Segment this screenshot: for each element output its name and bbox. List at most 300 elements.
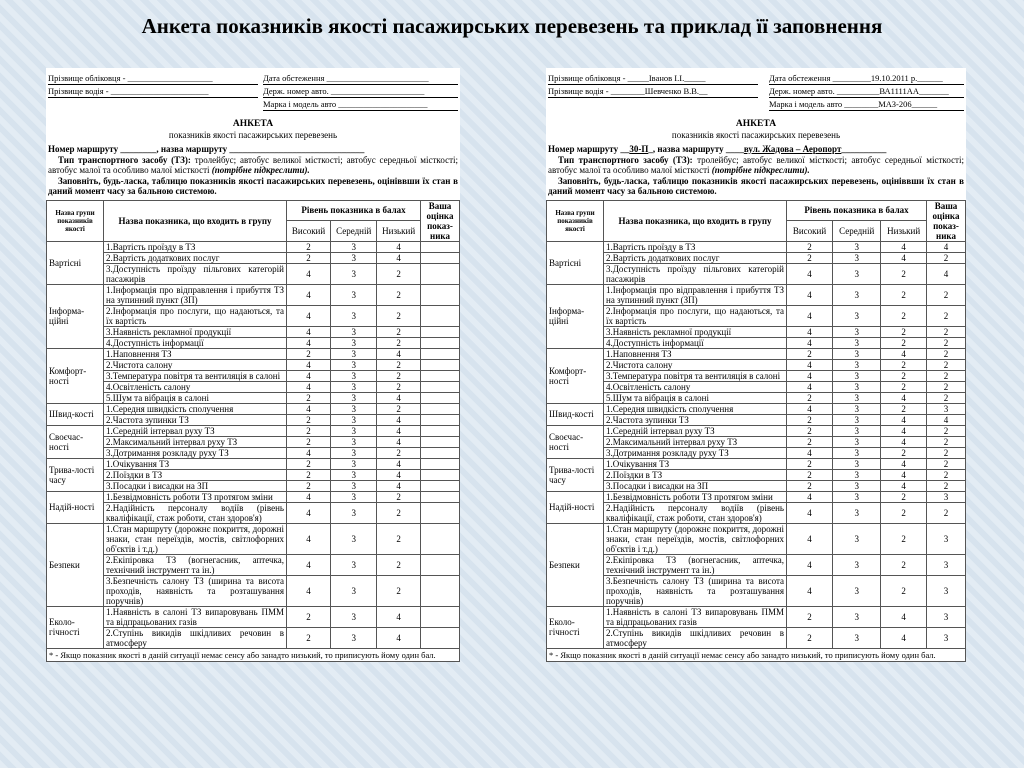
score-m: 3 xyxy=(331,305,377,326)
score-m: 3 xyxy=(331,491,377,502)
indicator-name: 3.Безпечність салону ТЗ (ширина та висота проходів, наявність та розташування поручнів) xyxy=(604,575,787,606)
score-m: 3 xyxy=(833,436,881,447)
registrar-field: Прізвище обліковця - ____________________ xyxy=(48,72,258,85)
score-h: 4 xyxy=(787,370,833,381)
group-cell: Швид-кості xyxy=(47,403,104,425)
indicator-name: 3.Доступність проїзду пільгових категорій пасажирів xyxy=(604,263,787,284)
score-h: 2 xyxy=(287,458,331,469)
score-l: 4 xyxy=(881,469,927,480)
route-line: Номер маршруту __30-П_, назва маршруту ____вул. Жадова – Аеропорт__________ xyxy=(548,144,887,154)
score-l: 4 xyxy=(377,480,421,491)
indicator-name: 3.Доступність проїзду пільгових категорій пасажирів xyxy=(104,263,287,284)
table-row xyxy=(47,241,460,252)
indicator-name: 3.Наявність рекламної продукції xyxy=(104,326,287,337)
your-score: 3 xyxy=(927,523,966,554)
table-row xyxy=(547,575,966,606)
group-cell: Трива-лості часу xyxy=(47,458,104,491)
score-l: 2 xyxy=(377,447,421,458)
group-cell: Своєчас-ності xyxy=(547,425,604,458)
score-h: 4 xyxy=(787,575,833,606)
table-row xyxy=(547,263,966,284)
your-score: 2 xyxy=(927,480,966,491)
your-score: 2 xyxy=(927,348,966,359)
score-h: 4 xyxy=(287,305,331,326)
indicator-name: 1.Стан маршруту (дорожнє покриття, дорожні знаки, стан переїздів, мостів, світлофорних об'єктів і т.д.) xyxy=(104,523,287,554)
score-l: 2 xyxy=(377,305,421,326)
score-m: 3 xyxy=(331,241,377,252)
your-score: 2 xyxy=(927,252,966,263)
indicator-name: 2.Частота зупинки ТЗ xyxy=(104,414,287,425)
table-row xyxy=(547,469,966,480)
quality-table-filled xyxy=(546,200,966,649)
table-row xyxy=(547,436,966,447)
score-h: 4 xyxy=(787,263,833,284)
score-m: 3 xyxy=(833,491,881,502)
vehicle-type: Тип транспортного засобу (ТЗ): тролейбус; автобус великої місткості; автобус середньої місткості; автобус малої та особливо малої місткості (потрібне підкреслити). xyxy=(48,154,459,175)
plate-field: Держ. номер авто. ______________________ xyxy=(263,85,458,98)
anketa-heading: АНКЕТА xyxy=(735,119,777,129)
score-h: 2 xyxy=(287,480,331,491)
th-mid: Середній xyxy=(331,221,377,242)
score-m: 3 xyxy=(331,337,377,348)
score-m: 3 xyxy=(833,523,881,554)
table-row xyxy=(547,414,966,425)
indicator-name: 2.Вартість додаткових послуг xyxy=(604,252,787,263)
indicator-name: 3.Температура повітря та вентиляція в салоні xyxy=(104,370,287,381)
your-score xyxy=(421,480,460,491)
table-row xyxy=(547,252,966,263)
table-row xyxy=(47,480,460,491)
your-score xyxy=(421,502,460,523)
score-m: 3 xyxy=(833,425,881,436)
table-row xyxy=(47,370,460,381)
score-h: 2 xyxy=(287,425,331,436)
your-score: 3 xyxy=(927,491,966,502)
score-m: 3 xyxy=(331,436,377,447)
score-m: 3 xyxy=(331,502,377,523)
filled-form xyxy=(546,68,966,662)
your-score xyxy=(421,491,460,502)
score-l: 4 xyxy=(881,392,927,403)
score-m: 3 xyxy=(331,392,377,403)
th-level: Рівень показника в балах xyxy=(787,200,927,221)
your-score: 2 xyxy=(927,359,966,370)
your-score xyxy=(421,305,460,326)
score-h: 4 xyxy=(287,447,331,458)
indicator-name: 2.Максимальний інтервал руху ТЗ xyxy=(604,436,787,447)
score-h: 4 xyxy=(287,554,331,575)
score-m: 3 xyxy=(331,458,377,469)
th-group: Назва групи показників якості xyxy=(47,200,104,241)
score-m: 3 xyxy=(331,554,377,575)
table-row xyxy=(47,523,460,554)
table-row xyxy=(547,370,966,381)
score-l: 4 xyxy=(881,414,927,425)
group-cell: Інформа-ційні xyxy=(547,284,604,348)
score-h: 4 xyxy=(287,502,331,523)
score-h: 4 xyxy=(287,337,331,348)
your-score: 3 xyxy=(927,575,966,606)
score-l: 2 xyxy=(377,381,421,392)
score-m: 3 xyxy=(331,606,377,627)
th-group: Назва групи показників якості xyxy=(547,200,604,241)
score-l: 2 xyxy=(377,326,421,337)
form-header xyxy=(46,68,460,111)
your-score xyxy=(421,606,460,627)
score-l: 4 xyxy=(881,436,927,447)
score-l: 2 xyxy=(881,263,927,284)
table-row xyxy=(47,425,460,436)
score-m: 3 xyxy=(833,252,881,263)
score-m: 3 xyxy=(331,414,377,425)
table-row xyxy=(547,337,966,348)
anketa-subheading: показників якості пасажирських перевезень xyxy=(168,129,338,140)
your-score: 4 xyxy=(927,241,966,252)
indicator-name: 3.Наявність рекламної продукції xyxy=(604,326,787,337)
score-m: 3 xyxy=(833,284,881,305)
score-m: 3 xyxy=(833,263,881,284)
date-field: Дата обстеження ________________________ xyxy=(263,72,458,85)
table-row xyxy=(547,523,966,554)
your-score: 2 xyxy=(927,458,966,469)
table-row xyxy=(47,491,460,502)
anketa-heading: АНКЕТА xyxy=(232,119,274,129)
table-row xyxy=(47,305,460,326)
score-l: 2 xyxy=(377,337,421,348)
score-h: 2 xyxy=(787,627,833,648)
score-h: 2 xyxy=(287,606,331,627)
your-score: 2 xyxy=(927,326,966,337)
route-line: Номер маршруту ________, назва маршруту ______________________________ xyxy=(48,144,365,154)
score-h: 2 xyxy=(287,252,331,263)
score-h: 2 xyxy=(787,414,833,425)
score-h: 4 xyxy=(787,359,833,370)
score-m: 3 xyxy=(833,241,881,252)
your-score xyxy=(421,469,460,480)
score-m: 3 xyxy=(331,480,377,491)
indicator-name: 2.Екіпіровка ТЗ (вогнегасник, аптечка, технічний інструмент та ін.) xyxy=(604,554,787,575)
score-h: 2 xyxy=(287,469,331,480)
score-l: 2 xyxy=(881,491,927,502)
score-l: 4 xyxy=(377,241,421,252)
table-row xyxy=(547,241,966,252)
score-l: 2 xyxy=(881,381,927,392)
score-m: 3 xyxy=(833,403,881,414)
score-m: 3 xyxy=(331,359,377,370)
table-row xyxy=(47,284,460,305)
your-score: 2 xyxy=(927,425,966,436)
indicator-name: 1.Безвідмовність роботи ТЗ протягом зміни xyxy=(104,491,287,502)
score-h: 4 xyxy=(787,403,833,414)
group-cell: Безпеки xyxy=(547,523,604,606)
your-score xyxy=(421,326,460,337)
score-m: 3 xyxy=(833,480,881,491)
table-row xyxy=(547,381,966,392)
your-score: 2 xyxy=(927,370,966,381)
your-score xyxy=(421,554,460,575)
your-score xyxy=(421,348,460,359)
score-m: 3 xyxy=(331,523,377,554)
table-row xyxy=(547,326,966,337)
indicator-name: 1.Наповнення ТЗ xyxy=(104,348,287,359)
group-cell: Швид-кості xyxy=(547,403,604,425)
your-score xyxy=(421,425,460,436)
score-l: 2 xyxy=(377,284,421,305)
indicator-name: 5.Шум та вібрація в салоні xyxy=(604,392,787,403)
indicator-name: 1.Стан маршруту (дорожнє покриття, дорожні знаки, стан переїздів, мостів, світлофорних об'єктів і т.д.) xyxy=(604,523,787,554)
group-cell: Еколо-гічності xyxy=(47,606,104,648)
score-m: 3 xyxy=(331,263,377,284)
score-l: 4 xyxy=(377,414,421,425)
th-level: Рівень показника в балах xyxy=(287,200,421,221)
table-row xyxy=(47,575,460,606)
your-score: 3 xyxy=(927,606,966,627)
score-h: 4 xyxy=(787,554,833,575)
score-h: 4 xyxy=(787,381,833,392)
indicator-name: 2.Екіпіровка ТЗ (вогнегасник, аптечка, технічний інструмент та ін.) xyxy=(104,554,287,575)
score-h: 2 xyxy=(787,348,833,359)
table-row xyxy=(47,326,460,337)
your-score xyxy=(421,627,460,648)
score-m: 3 xyxy=(833,359,881,370)
score-l: 2 xyxy=(881,575,927,606)
score-h: 2 xyxy=(287,627,331,648)
score-h: 4 xyxy=(787,502,833,523)
your-score: 2 xyxy=(927,337,966,348)
table-row xyxy=(547,627,966,648)
your-score: 3 xyxy=(927,554,966,575)
group-cell: Вартісні xyxy=(547,241,604,284)
score-l: 2 xyxy=(377,502,421,523)
score-h: 2 xyxy=(787,392,833,403)
indicator-name: 2.Максимальний інтервал руху ТЗ xyxy=(104,436,287,447)
score-m: 3 xyxy=(331,469,377,480)
table-row xyxy=(547,305,966,326)
th-your: Ваша оцінка показ-ника xyxy=(927,200,966,241)
score-h: 4 xyxy=(287,491,331,502)
score-m: 3 xyxy=(331,575,377,606)
your-score xyxy=(421,252,460,263)
your-score: 4 xyxy=(927,263,966,284)
indicator-name: 2.Надійність персоналу водіїв (рівень кваліфікації, стаж роботи, стан здоров'я) xyxy=(604,502,787,523)
indicator-name: 1.Очікування ТЗ xyxy=(104,458,287,469)
table-row xyxy=(547,554,966,575)
table-row xyxy=(47,381,460,392)
score-h: 4 xyxy=(787,337,833,348)
score-l: 4 xyxy=(377,469,421,480)
table-row xyxy=(547,284,966,305)
table-row xyxy=(47,359,460,370)
indicator-name: 2.Надійність персоналу водіїв (рівень кваліфікації, стаж роботи, стан здоров'я) xyxy=(104,502,287,523)
driver-field: Прізвище водія - _______________________ xyxy=(48,85,258,98)
th-mid: Середній xyxy=(833,221,881,242)
score-m: 3 xyxy=(833,458,881,469)
your-score: 2 xyxy=(927,381,966,392)
indicator-name: 2.Чистота салону xyxy=(604,359,787,370)
score-m: 3 xyxy=(833,502,881,523)
score-h: 2 xyxy=(787,606,833,627)
group-cell: Комфорт-ності xyxy=(47,348,104,403)
score-m: 3 xyxy=(833,337,881,348)
score-m: 3 xyxy=(331,252,377,263)
score-h: 2 xyxy=(287,241,331,252)
th-low: Низький xyxy=(377,221,421,242)
table-row xyxy=(47,263,460,284)
your-score xyxy=(421,447,460,458)
score-l: 4 xyxy=(881,627,927,648)
table-row xyxy=(547,480,966,491)
group-cell: Інформа-ційні xyxy=(47,284,104,348)
score-h: 2 xyxy=(787,436,833,447)
score-l: 2 xyxy=(881,403,927,414)
table-row xyxy=(47,337,460,348)
score-l: 4 xyxy=(881,458,927,469)
indicator-name: 2.Поїздки в ТЗ xyxy=(604,469,787,480)
table-row xyxy=(47,252,460,263)
table-row xyxy=(47,606,460,627)
score-h: 4 xyxy=(787,523,833,554)
score-l: 4 xyxy=(377,425,421,436)
indicator-name: 2.Ступінь викидів шкідливих речовин в атмосферу xyxy=(604,627,787,648)
indicator-name: 1.Наявність в салоні ТЗ випаровувань ПММ та відпрацьованих газів xyxy=(104,606,287,627)
fill-instruction: Заповніть, будь-ласка, таблицю показників якості пасажирських перевезень, оцініввши їх стан в даний момент часу за бальною системою. xyxy=(548,175,964,196)
score-m: 3 xyxy=(833,348,881,359)
your-score xyxy=(421,381,460,392)
score-m: 3 xyxy=(331,348,377,359)
score-l: 2 xyxy=(881,284,927,305)
score-l: 4 xyxy=(377,458,421,469)
plate-field: Держ. номер авто. __________ВА1111АА_______ xyxy=(769,85,964,98)
your-score: 2 xyxy=(927,305,966,326)
fill-instruction: Заповніть, будь-ласка, таблицю показників якості пасажирських перевезень, оцініввши їх стан в даний момент часу за бальною системою. xyxy=(48,175,458,196)
th-name: Назва показника, що входить в групу xyxy=(604,200,787,241)
your-score: 2 xyxy=(927,502,966,523)
table-row xyxy=(47,348,460,359)
score-h: 4 xyxy=(287,359,331,370)
table-row xyxy=(547,425,966,436)
indicator-name: 2.Інформація про послуги, що надаються, та їх вартість xyxy=(104,305,287,326)
indicator-name: 5.Шум та вібрація в салоні xyxy=(104,392,287,403)
score-m: 3 xyxy=(833,381,881,392)
indicator-name: 4.Освітленість салону xyxy=(604,381,787,392)
driver-field: Прізвище водія - ________Шевченко В.В.__ xyxy=(548,85,758,98)
your-score xyxy=(421,337,460,348)
indicator-name: 3.Безпечність салону ТЗ (ширина та висота проходів, наявність та розташування поручнів) xyxy=(104,575,287,606)
your-score: 2 xyxy=(927,469,966,480)
score-l: 4 xyxy=(377,392,421,403)
score-l: 4 xyxy=(881,425,927,436)
score-m: 3 xyxy=(833,447,881,458)
score-l: 4 xyxy=(881,241,927,252)
score-l: 2 xyxy=(881,337,927,348)
score-l: 2 xyxy=(377,359,421,370)
your-score xyxy=(421,575,460,606)
score-h: 2 xyxy=(787,458,833,469)
group-cell: Надій-ності xyxy=(47,491,104,523)
score-m: 3 xyxy=(331,403,377,414)
score-h: 2 xyxy=(787,425,833,436)
score-h: 4 xyxy=(287,381,331,392)
score-l: 2 xyxy=(377,263,421,284)
table-row xyxy=(47,392,460,403)
form-header xyxy=(546,68,966,111)
indicator-name: 1.Середній інтервал руху ТЗ xyxy=(104,425,287,436)
score-h: 4 xyxy=(787,491,833,502)
table-row xyxy=(47,458,460,469)
your-score: 3 xyxy=(927,403,966,414)
your-score xyxy=(421,284,460,305)
footnote: * - Якщо показник якості в даній ситуації немає сенсу або занадто низький, то приписують йому один бал. xyxy=(546,649,966,662)
your-score xyxy=(421,370,460,381)
your-score: 2 xyxy=(927,447,966,458)
score-m: 3 xyxy=(331,627,377,648)
group-cell: Надій-ності xyxy=(547,491,604,523)
score-m: 3 xyxy=(331,326,377,337)
your-score: 2 xyxy=(927,392,966,403)
score-m: 3 xyxy=(331,447,377,458)
score-h: 4 xyxy=(787,305,833,326)
table-row xyxy=(47,469,460,480)
indicator-name: 3.Посадки і висадки на ЗП xyxy=(104,480,287,491)
score-h: 4 xyxy=(287,575,331,606)
group-cell: Комфорт-ності xyxy=(547,348,604,403)
your-score xyxy=(421,436,460,447)
score-l: 2 xyxy=(377,554,421,575)
indicator-name: 2.Ступінь викидів шкідливих речовин в атмосферу xyxy=(104,627,287,648)
indicator-name: 2.Частота зупинки ТЗ xyxy=(604,414,787,425)
th-high: Високий xyxy=(787,221,833,242)
table-row xyxy=(47,403,460,414)
score-m: 3 xyxy=(331,425,377,436)
th-name: Назва показника, що входить в групу xyxy=(104,200,287,241)
your-score xyxy=(421,241,460,252)
score-h: 4 xyxy=(287,284,331,305)
score-l: 2 xyxy=(377,370,421,381)
your-score: 4 xyxy=(927,414,966,425)
score-m: 3 xyxy=(331,284,377,305)
group-cell: Вартісні xyxy=(47,241,104,284)
indicator-name: 2.Інформація про послуги, що надаються, та їх вартість xyxy=(604,305,787,326)
score-h: 2 xyxy=(287,348,331,359)
score-l: 2 xyxy=(881,370,927,381)
indicator-name: 1.Інформація про відправлення і прибуття ТЗ на зупинний пункт (ЗП) xyxy=(104,284,287,305)
score-m: 3 xyxy=(833,627,881,648)
th-high: Високий xyxy=(287,221,331,242)
score-h: 2 xyxy=(787,241,833,252)
score-h: 4 xyxy=(287,326,331,337)
vehicle-type: Тип транспортного засобу (ТЗ): тролейбус; автобус великої місткості; автобус середньої місткості; автобус малої та особливо малої місткості (потрібне підкреслити). xyxy=(548,154,964,175)
anketa-subheading: показників якості пасажирських перевезень xyxy=(671,129,841,140)
table-row xyxy=(547,348,966,359)
registrar-field: Прізвище обліковця - _____Іванов І.І._____ xyxy=(548,72,758,85)
indicator-name: 1.Середній інтервал руху ТЗ xyxy=(604,425,787,436)
score-h: 4 xyxy=(287,263,331,284)
score-h: 4 xyxy=(287,370,331,381)
indicator-name: 3.Дотримання розкладу руху ТЗ xyxy=(604,447,787,458)
group-cell: Трива-лості часу xyxy=(547,458,604,491)
your-score xyxy=(421,458,460,469)
score-h: 2 xyxy=(287,392,331,403)
indicator-name: 4.Доступність інформації xyxy=(604,337,787,348)
score-l: 2 xyxy=(377,523,421,554)
score-m: 3 xyxy=(331,381,377,392)
score-l: 4 xyxy=(377,627,421,648)
th-low: Низький xyxy=(881,221,927,242)
indicator-name: 1.Безвідмовність роботи ТЗ протягом зміни xyxy=(604,491,787,502)
score-h: 4 xyxy=(787,447,833,458)
indicator-name: 1.Вартість проїзду в ТЗ xyxy=(104,241,287,252)
indicator-name: 2.Поїздки в ТЗ xyxy=(104,469,287,480)
